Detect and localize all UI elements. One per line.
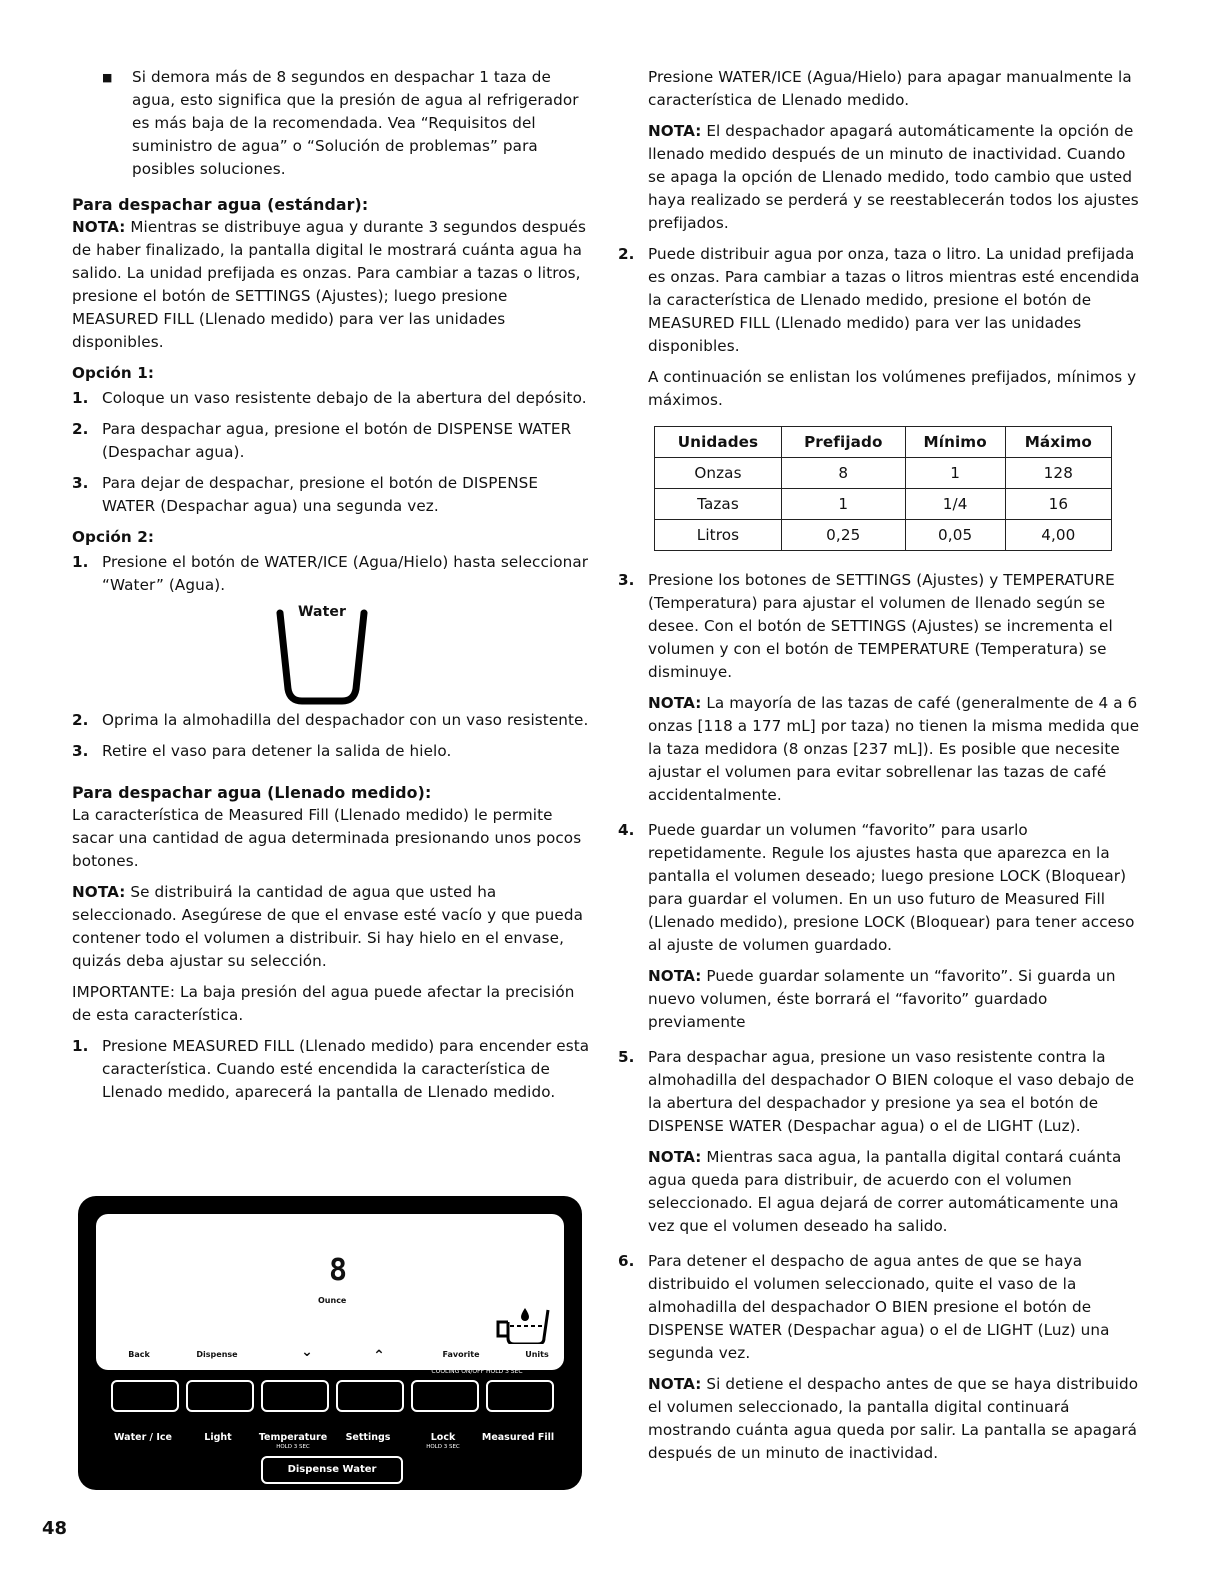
screen-label-dispense: Dispense [196, 1350, 238, 1359]
table-cell: Tazas [655, 489, 782, 520]
step-number: 1. [72, 1037, 89, 1055]
unit-label: Ounce [318, 1296, 347, 1305]
table-cell: 1 [781, 489, 905, 520]
light-button[interactable] [186, 1380, 254, 1412]
note-measured [72, 881, 592, 973]
note-coffee-cups [648, 692, 1146, 807]
display-screen [96, 1214, 564, 1370]
step-text: Presione MEASURED FILL (Llenado medido) para encender esta característica. Cuando esté encendida la característica de Llenado medido, aparecerá la pantalla de Llenado medido. [102, 1037, 590, 1101]
note-label: NOTA: [72, 218, 126, 236]
option1-title: Opción 1: [72, 364, 155, 382]
page-number: 48 [42, 1518, 68, 1539]
section-heading-measured: Para despachar agua (Llenado medido): [72, 783, 432, 802]
measured-step [72, 1035, 592, 1104]
note-label: NOTA: [648, 1148, 702, 1166]
table-cell: Litros [655, 520, 782, 551]
chevron-down-icon: ⌄ [301, 1344, 313, 1360]
note-label: NOTA: [648, 694, 702, 712]
step-text: Presione el botón de WATER/ICE (Agua/Hielo) hasta seleccionar “Water” (Agua). [102, 553, 589, 594]
measured-step [618, 1250, 1146, 1365]
screen-labels [96, 1344, 564, 1366]
step-number: 3. [618, 571, 635, 589]
option2-title: Opción 2: [72, 528, 155, 546]
temperature-button[interactable] [261, 1380, 329, 1412]
chevron-up-icon: ⌃ [373, 1348, 385, 1364]
note-standard [72, 216, 592, 354]
option1-step [72, 472, 592, 518]
step-number: 2. [618, 245, 635, 263]
option2-step [72, 709, 592, 732]
measured-fill-label: Measured Fill [481, 1432, 555, 1443]
step-text: Retire el vaso para detener la salida de hielo. [102, 742, 452, 760]
table-cell: 4,00 [1005, 520, 1111, 551]
right-column [618, 66, 1146, 1473]
bullet-item [102, 66, 592, 181]
step-number: 2. [72, 711, 89, 729]
figure-label: Water [298, 604, 346, 620]
note-text: Si detiene el despacho antes de que se haya distribuido el volumen seleccionado, la pantalla digital continuará mostrando cuánta agua queda por salir. La pantalla se apagará después de un minuto de inactividad. [648, 1375, 1139, 1462]
measured-intro: La característica de Measured Fill (Llenado medido) le permite sacar una cantidad de agua determinada presionando unos pocos botones. [72, 806, 582, 870]
step-number: 6. [618, 1252, 635, 1270]
table-cell: 1 [905, 458, 1005, 489]
left-column [72, 66, 592, 1112]
measured-step [618, 243, 1146, 358]
table-cell: 0,25 [781, 520, 905, 551]
step-number: 1. [72, 553, 89, 571]
note-text: Puede guardar solamente un “favorito”. Si guarda un nuevo volumen, éste borrará el “favorito” guardado previamente [648, 967, 1116, 1031]
note-text: Mientras se distribuye agua y durante 3 segundos después de haber finalizado, la pantalla digital le mostrará cuánta agua ha salido. La unidad prefijada es onzas. Para cambiar a tazas o litros, presione el botón de SETTINGS (Ajustes); luego presione MEASURED FILL (Llenado medido) para ver las unidades disponibles. [72, 218, 587, 351]
water-cup-figure [272, 605, 372, 705]
option1-step [72, 418, 592, 464]
step-text: Para despachar agua, presione un vaso resistente contra la almohadilla del despachador O BIEN coloque el vaso debajo de la abertura del despachador y presione ya sea el botón de DISPENSE WATER (Despachar agua) o el de LIGHT (Luz). [648, 1048, 1135, 1135]
note-countdown [648, 1146, 1146, 1238]
temperature-sublabel: HOLD 3 SEC [276, 1444, 310, 1450]
table-cell: 0,05 [905, 520, 1005, 551]
table-row [655, 520, 1112, 551]
step-text: Para dejar de despachar, presione el botón de DISPENSE WATER (Despachar agua) una segunda vez. [102, 474, 539, 515]
right-intro: Presione WATER/ICE (Agua/Hielo) para apagar manualmente la característica de Llenado medido. [648, 68, 1132, 109]
step-number: 3. [72, 474, 89, 492]
note-label: NOTA: [648, 122, 702, 140]
note-stop-early [648, 1373, 1146, 1465]
step-text: Para detener el despacho de agua antes de que se haya distribuido el volumen seleccionado, quite el vaso de la almohadilla del despachador O BIEN presione el botón de DISPENSE WATER (Despachar agua) o el de LIGHT (Luz) una segunda vez. [648, 1252, 1110, 1362]
table-cell: 128 [1005, 458, 1111, 489]
temperature-label: Temperature [258, 1432, 328, 1443]
step-text: Presione los botones de SETTINGS (Ajustes) y TEMPERATURE (Temperatura) para ajustar el volumen de llenado según se desee. Con el botón de SETTINGS (Ajustes) se incrementa el volumen y con el botón de TEMPERATURE (Temperatura) se disminuye. [648, 571, 1115, 681]
table-cell: 16 [1005, 489, 1111, 520]
step-number: 3. [72, 742, 89, 760]
column-header: Unidades [655, 427, 782, 458]
note-favorite [648, 965, 1146, 1034]
note-label: NOTA: [72, 883, 126, 901]
table-header-row [655, 427, 1112, 458]
table-row [655, 489, 1112, 520]
column-header: Máximo [1005, 427, 1111, 458]
column-header: Mínimo [905, 427, 1005, 458]
step-number: 1. [72, 389, 89, 407]
settings-button[interactable] [336, 1380, 404, 1412]
measured-step [618, 569, 1146, 684]
important-label: IMPORTANTE: [72, 983, 176, 1001]
section-heading-standard: Para despachar agua (estándar): [72, 195, 369, 214]
screen-label-favorite: Favorite [442, 1350, 480, 1359]
step-text: Puede distribuir agua por onza, taza o litro. La unidad prefijada es onzas. Para cambiar a tazas o litros mientras esté encendida la característica de Llenado medido, presione el botón de MEASURED FILL (Llenado medido) para ver las unidades disponibles. [648, 245, 1140, 355]
lock-label: Lock [430, 1432, 456, 1443]
seven-segment-digit: 8 [329, 1253, 348, 1288]
step-text: Coloque un vaso resistente debajo de la abertura del depósito. [102, 389, 587, 407]
note-text: El despachador apagará automáticamente la opción de llenado medido después de un minuto de inactividad. Cuando se apaga la opción de Llenado medido, todo cambio que usted haya realizado se perderá y se reestablecerán todos los ajustes prefijados. [648, 122, 1139, 232]
step-text: Para despachar agua, presione el botón de DISPENSE WATER (Despachar agua). [102, 420, 572, 461]
screen-label-units: Units [525, 1350, 549, 1359]
step-text: Oprima la almohadilla del despachador con un vaso resistente. [102, 711, 589, 729]
column-header: Prefijado [781, 427, 905, 458]
option2-step [72, 740, 592, 763]
table-cell: Onzas [655, 458, 782, 489]
screen-label-back: Back [128, 1350, 150, 1359]
light-label: Light [204, 1432, 232, 1443]
lock-sublabel: HOLD 3 SEC [426, 1444, 460, 1450]
note-text: Se distribuirá la cantidad de agua que usted ha seleccionado. Asegúrese de que el envase esté vacío y que pueda contener todo el volumen a distribuir. Si hay hielo en el envase, quizás deba ajustar su selección. [72, 883, 584, 970]
important-note [72, 981, 592, 1027]
note-text: La mayoría de las tazas de café (generalmente de 4 a 6 onzas [118 a 177 mL] por taza) no tienen la misma medida que la taza medidora (8 onzas [237 mL]). Es posible que necesite ajustar el volumen para evitar sobrellenar las tazas de café accidentalmente. [648, 694, 1140, 804]
cooling-bracket-label: COOLING ON/OFF HOLD 3 SEC [408, 1367, 546, 1375]
measured-fill-button[interactable] [486, 1380, 554, 1412]
table-row [655, 458, 1112, 489]
note-auto-off [648, 120, 1146, 235]
table-intro: A continuación se enlistan los volúmenes prefijados, mínimos y máximos. [648, 368, 1137, 409]
measured-step [618, 1046, 1146, 1138]
measuring-cup-icon [494, 1304, 556, 1344]
water-ice-button[interactable] [111, 1380, 179, 1412]
table-cell: 1/4 [905, 489, 1005, 520]
step-text: Puede guardar un volumen “favorito” para usarlo repetidamente. Regule los ajustes hasta que aparezca en la pantalla el volumen deseado; luego presione LOCK (Bloquear) para guardar el volumen. En un uso futuro de Measured Fill (Llenado medido), presione LOCK (Bloquear) para tener acceso al ajuste de volumen guardado. [648, 821, 1135, 954]
square-bullet-icon: ■ [102, 71, 113, 84]
table-cell: 8 [781, 458, 905, 489]
volume-table [654, 426, 1112, 551]
step-number: 4. [618, 821, 635, 839]
note-label: NOTA: [648, 967, 702, 985]
note-label: NOTA: [648, 1375, 702, 1393]
water-ice-label: Water / Ice [114, 1432, 172, 1443]
dispense-water-button[interactable]: Dispense Water [261, 1456, 403, 1484]
lock-button[interactable] [411, 1380, 479, 1412]
bullet-text: Si demora más de 8 segundos en despachar 1 taza de agua, esto significa que la presión de agua al refrigerador es más baja de la recomendada. Vea “Requisitos del suministro de agua” o “Solución de problemas” para posibles soluciones. [132, 68, 579, 178]
option2-step [72, 551, 592, 597]
step-number: 5. [618, 1048, 635, 1066]
step-number: 2. [72, 420, 89, 438]
option1-step [72, 387, 592, 410]
note-text: Mientras saca agua, la pantalla digital contará cuánta agua queda para distribuir, de acuerdo con el volumen seleccionado. El agua dejará de correr automáticamente una vez que el volumen deseado ha salido. [648, 1148, 1122, 1235]
important-text: La baja presión del agua puede afectar la precisión de esta característica. [72, 983, 575, 1024]
measured-step [618, 819, 1146, 957]
settings-label: Settings [345, 1432, 391, 1443]
